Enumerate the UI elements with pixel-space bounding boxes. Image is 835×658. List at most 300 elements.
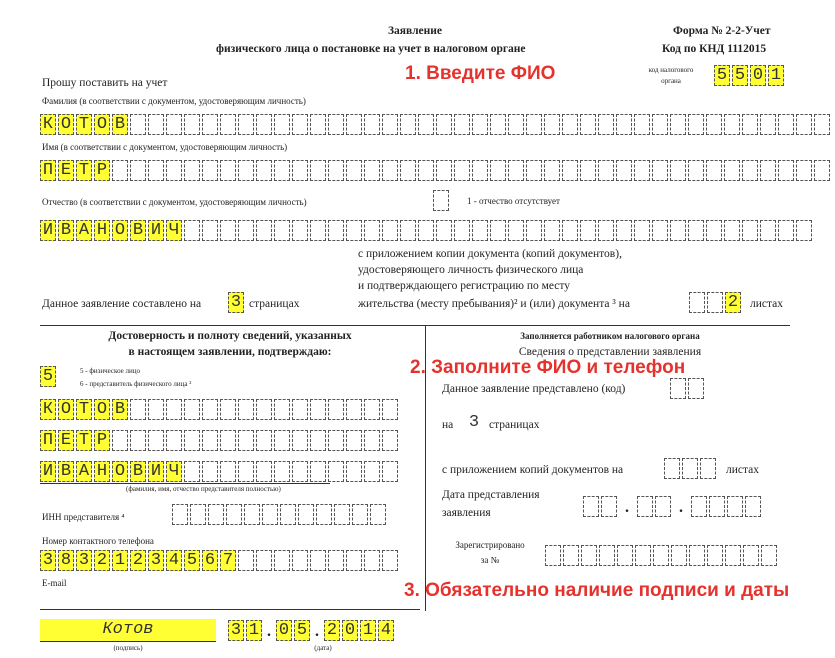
char-cell[interactable] [382,461,398,482]
char-cell[interactable] [400,220,416,241]
char-cell[interactable] [346,430,362,451]
char-cell[interactable] [490,160,506,181]
char-cell[interactable]: Р [94,430,110,451]
char-cell[interactable] [526,160,542,181]
char-cell[interactable] [472,114,488,135]
char-cell[interactable] [688,160,704,181]
char-cell[interactable] [709,496,725,517]
char-cell[interactable] [706,220,722,241]
char-cell[interactable] [184,114,200,135]
char-cell[interactable] [346,160,362,181]
char-cell[interactable]: О [112,461,128,482]
char-cell[interactable] [226,504,242,525]
char-cell[interactable]: 1 [246,620,262,641]
signer-option-6: 6 - представитель физического лица ² [80,380,192,388]
char-cell[interactable] [598,114,614,135]
attach-suffix: листах [750,298,784,310]
char-cell[interactable] [244,504,260,525]
char-cell[interactable]: 3 [76,550,92,571]
form-number: Форма № 2-2-Учет [673,25,771,37]
char-cell[interactable] [778,160,794,181]
char-cell[interactable] [310,220,326,241]
char-cell[interactable] [580,114,596,135]
char-cell[interactable]: 3 [148,550,164,571]
char-cell[interactable] [562,160,578,181]
char-cell[interactable] [148,430,164,451]
char-cell[interactable] [256,399,272,420]
char-cell[interactable] [334,504,350,525]
char-cell[interactable] [760,160,776,181]
char-cell[interactable] [689,545,705,566]
char-cell[interactable] [583,496,599,517]
char-cell[interactable] [761,545,777,566]
char-cell[interactable] [418,220,434,241]
char-cell[interactable]: 4 [378,620,394,641]
char-cell[interactable] [580,160,596,181]
char-cell[interactable] [724,160,740,181]
char-cell[interactable] [652,160,668,181]
char-cell[interactable]: В [58,220,74,241]
char-cell[interactable] [743,545,759,566]
patronymic-label: Отчество (в соответствии с документом, удостоверяющим личность) [42,197,307,207]
char-cell[interactable]: 1 [360,620,376,641]
char-cell[interactable] [220,160,236,181]
char-cell[interactable] [544,160,560,181]
char-cell[interactable] [364,430,380,451]
char-cell[interactable] [292,550,308,571]
char-cell[interactable] [382,220,398,241]
char-cell[interactable]: 7 [220,550,236,571]
registration-number-cells [545,545,777,566]
char-cell[interactable] [274,430,290,451]
on-pages-value[interactable]: 3 [468,413,480,432]
char-cell[interactable] [688,378,704,399]
date-dot: . [315,623,319,640]
char-cell[interactable] [292,114,308,135]
char-cell[interactable] [256,114,272,135]
char-cell[interactable] [598,160,614,181]
char-cell[interactable]: 3 [228,620,244,641]
char-cell[interactable] [292,430,308,451]
char-cell[interactable] [328,461,344,482]
char-cell[interactable]: И [148,461,164,482]
char-cell[interactable] [707,292,723,313]
char-cell[interactable] [454,160,470,181]
char-cell[interactable] [184,399,200,420]
char-cell[interactable] [382,550,398,571]
char-cell[interactable] [238,114,254,135]
char-cell[interactable] [310,160,326,181]
submitted-code-cells [670,378,704,399]
char-cell[interactable] [664,458,680,479]
char-cell[interactable] [706,160,722,181]
char-cell[interactable] [563,545,579,566]
char-cell[interactable] [745,496,761,517]
char-cell[interactable] [652,114,668,135]
char-cell[interactable] [700,458,716,479]
char-cell[interactable]: К [40,399,56,420]
char-cell[interactable] [691,496,707,517]
char-cell[interactable] [202,430,218,451]
char-cell[interactable]: 2 [324,620,340,641]
char-cell[interactable]: В [130,461,146,482]
char-cell[interactable] [262,504,278,525]
char-cell[interactable] [634,220,650,241]
char-cell[interactable] [328,399,344,420]
char-cell[interactable] [274,160,290,181]
char-cell[interactable] [292,399,308,420]
char-cell[interactable] [256,550,272,571]
char-cell[interactable] [382,160,398,181]
char-cell[interactable] [112,160,128,181]
inn-label: ИНН представителя ⁴ [42,512,125,522]
char-cell[interactable] [508,160,524,181]
char-cell[interactable]: Е [58,430,74,451]
char-cell[interactable]: 8 [58,550,74,571]
char-cell[interactable] [274,114,290,135]
char-cell[interactable] [310,114,326,135]
char-cell[interactable] [472,220,488,241]
char-cell[interactable] [328,220,344,241]
char-cell[interactable] [634,160,650,181]
attach-sheets-cells [689,292,741,313]
char-cell[interactable]: Р [94,160,110,181]
char-cell[interactable] [130,430,146,451]
char-cell[interactable] [328,114,344,135]
char-cell[interactable]: Т [76,399,92,420]
char-cell[interactable]: Т [76,114,92,135]
char-cell[interactable] [166,399,182,420]
registered-label-2: за № [480,555,500,565]
char-cell[interactable] [634,114,650,135]
char-cell[interactable] [130,114,146,135]
char-cell[interactable] [292,160,308,181]
char-cell[interactable]: Ч [166,461,182,482]
char-cell[interactable] [202,220,218,241]
phone-label: Номер контактного телефона [42,536,154,546]
char-cell[interactable] [256,220,272,241]
char-cell[interactable] [670,378,686,399]
char-cell[interactable]: 5 [184,550,200,571]
char-cell[interactable] [598,220,614,241]
char-cell[interactable]: О [94,114,110,135]
char-cell[interactable] [599,545,615,566]
char-cell[interactable] [796,220,812,241]
char-cell[interactable] [814,114,830,135]
annotation-1: 1. Введите ФИО [405,63,556,84]
char-cell[interactable] [364,160,380,181]
char-cell[interactable] [436,114,452,135]
char-cell[interactable] [310,550,326,571]
char-cell[interactable] [580,220,596,241]
char-cell[interactable] [778,114,794,135]
char-cell[interactable] [346,399,362,420]
char-cell[interactable] [220,220,236,241]
char-cell[interactable] [616,160,632,181]
char-cell[interactable] [581,545,597,566]
char-cell[interactable] [256,461,272,482]
char-cell[interactable] [166,430,182,451]
char-cell[interactable]: О [58,114,74,135]
char-cell[interactable] [601,496,617,517]
char-cell[interactable] [310,399,326,420]
char-cell[interactable] [617,545,633,566]
char-cell[interactable] [184,160,200,181]
char-cell[interactable] [616,220,632,241]
char-cell[interactable] [400,114,416,135]
char-cell[interactable] [346,550,362,571]
char-cell[interactable]: 2 [94,550,110,571]
char-cell[interactable]: О [94,399,110,420]
char-cell[interactable]: 0 [342,620,358,641]
attach-text-2: удостоверяющего личность физического лица [358,264,584,276]
char-cell[interactable] [112,430,128,451]
char-cell[interactable] [220,430,236,451]
char-cell[interactable] [202,160,218,181]
char-cell[interactable]: П [40,430,56,451]
char-cell[interactable] [166,114,182,135]
char-cell[interactable]: О [112,220,128,241]
char-cell[interactable] [202,461,218,482]
pages-value[interactable]: 3 [228,292,244,313]
no-patronymic-checkbox[interactable] [433,190,449,211]
char-cell[interactable] [220,399,236,420]
char-cell[interactable] [688,220,704,241]
char-cell[interactable]: 6 [202,550,218,571]
char-cell[interactable]: И [40,461,56,482]
phone-cells [40,550,398,571]
char-cell[interactable]: П [40,160,56,181]
char-cell[interactable] [635,545,651,566]
char-cell[interactable]: 3 [40,550,56,571]
char-cell[interactable] [436,160,452,181]
char-cell[interactable] [637,496,653,517]
char-cell[interactable] [418,160,434,181]
char-cell[interactable] [346,461,362,482]
char-cell[interactable] [202,114,218,135]
char-cell[interactable] [778,220,794,241]
char-cell[interactable] [562,114,578,135]
char-cell[interactable] [382,430,398,451]
char-cell[interactable]: 2 [130,550,146,571]
char-cell[interactable] [454,114,470,135]
char-cell[interactable] [688,114,704,135]
char-cell[interactable] [682,458,698,479]
char-cell[interactable] [796,114,812,135]
char-cell[interactable] [727,496,743,517]
tax-code-cells [714,65,784,86]
char-cell[interactable] [238,550,254,571]
char-cell[interactable]: Т [76,430,92,451]
char-cell[interactable] [316,504,332,525]
fio-underline [40,483,330,484]
char-cell[interactable] [172,504,188,525]
char-cell[interactable] [130,160,146,181]
char-cell[interactable]: Ч [166,220,182,241]
char-cell[interactable] [370,504,386,525]
char-cell[interactable] [400,160,416,181]
char-cell[interactable] [742,220,758,241]
char-cell[interactable] [274,399,290,420]
char-cell[interactable] [238,220,254,241]
char-cell[interactable] [274,550,290,571]
char-cell[interactable] [526,114,542,135]
date-cells [228,620,394,641]
char-cell[interactable] [544,114,560,135]
char-cell[interactable] [544,220,560,241]
char-cell[interactable]: Н [94,461,110,482]
char-cell[interactable]: А [76,461,92,482]
char-cell[interactable] [148,160,164,181]
char-cell[interactable]: Н [94,220,110,241]
char-cell[interactable] [796,160,812,181]
char-cell[interactable] [148,114,164,135]
char-cell[interactable] [670,220,686,241]
char-cell[interactable] [364,114,380,135]
char-cell[interactable] [184,220,200,241]
char-cell[interactable] [545,545,561,566]
char-cell[interactable] [724,220,740,241]
char-cell[interactable] [364,220,380,241]
char-cell[interactable] [346,220,362,241]
char-cell[interactable] [382,114,398,135]
office-heading: Заполняется работником налогового органа [520,331,700,341]
char-cell[interactable] [671,545,687,566]
char-cell[interactable]: В [112,114,128,135]
char-cell[interactable]: К [40,114,56,135]
char-cell[interactable]: 5 [732,65,748,86]
confirm-heading-2: в настоящем заявлении, подтверждаю: [128,346,332,358]
char-cell[interactable]: В [130,220,146,241]
char-cell[interactable] [670,160,686,181]
char-cell[interactable] [526,220,542,241]
char-cell[interactable] [298,504,314,525]
char-cell[interactable] [382,399,398,420]
char-cell[interactable] [238,430,254,451]
confirm-heading: Достоверность и полноту сведений, указанных [108,330,352,342]
char-cell[interactable] [706,114,722,135]
char-cell[interactable] [418,114,434,135]
char-cell[interactable] [256,430,272,451]
char-cell[interactable] [202,399,218,420]
char-cell[interactable] [652,220,668,241]
char-cell[interactable] [562,220,578,241]
char-cell[interactable]: И [148,220,164,241]
char-cell[interactable] [436,220,452,241]
inn-cells [172,504,386,525]
char-cell[interactable] [280,504,296,525]
char-cell[interactable] [346,114,362,135]
char-cell[interactable] [655,496,671,517]
section-divider [40,325,790,326]
char-cell[interactable]: 5 [714,65,730,86]
char-cell[interactable] [256,160,272,181]
char-cell[interactable]: О [58,399,74,420]
char-cell[interactable] [310,430,326,451]
char-cell[interactable]: А [76,220,92,241]
char-cell[interactable] [742,160,758,181]
char-cell[interactable] [238,461,254,482]
char-cell[interactable] [364,399,380,420]
rep-surname-cells [40,399,398,420]
pages-suffix: страницах [249,298,300,310]
attach-copies-cells [664,458,716,479]
char-cell[interactable] [166,160,182,181]
char-cell[interactable] [707,545,723,566]
char-cell[interactable] [724,114,740,135]
char-cell[interactable] [184,430,200,451]
char-cell[interactable] [328,160,344,181]
char-cell[interactable]: Т [76,160,92,181]
char-cell[interactable] [148,399,164,420]
char-cell[interactable] [653,545,669,566]
char-cell[interactable] [472,160,488,181]
char-cell[interactable]: 1 [112,550,128,571]
char-cell[interactable]: 5 [294,620,310,641]
char-cell[interactable] [616,114,632,135]
char-cell[interactable] [508,114,524,135]
char-cell[interactable]: 0 [750,65,766,86]
char-cell[interactable]: В [58,461,74,482]
char-cell[interactable] [508,220,524,241]
char-cell[interactable]: 1 [768,65,784,86]
char-cell[interactable] [328,550,344,571]
char-cell[interactable] [292,461,308,482]
char-cell[interactable]: 2 [725,292,741,313]
on-pages-suffix: страницах [489,419,540,431]
char-cell[interactable] [689,292,705,313]
char-cell[interactable]: 4 [166,550,182,571]
char-cell[interactable] [190,504,206,525]
tax-code-label-2: органа [661,77,681,85]
char-cell[interactable] [364,550,380,571]
char-cell[interactable]: Е [58,160,74,181]
char-cell[interactable] [310,461,326,482]
char-cell[interactable] [742,114,758,135]
char-cell[interactable] [274,220,290,241]
char-cell[interactable] [490,220,506,241]
char-cell[interactable] [220,461,236,482]
signature[interactable]: Котов [40,619,216,641]
char-cell[interactable] [130,399,146,420]
char-cell[interactable] [238,399,254,420]
char-cell[interactable] [364,461,380,482]
char-cell[interactable] [490,114,506,135]
char-cell[interactable] [760,114,776,135]
office-subheading: Сведения о представлении заявления [518,346,702,358]
char-cell[interactable]: И [40,220,56,241]
char-cell[interactable] [760,220,776,241]
char-cell[interactable] [208,504,224,525]
char-cell[interactable] [328,430,344,451]
char-cell[interactable] [274,461,290,482]
char-cell[interactable] [725,545,741,566]
annotation-2: 2. Заполните ФИО и телефон [410,357,686,378]
char-cell[interactable]: 0 [276,620,292,641]
char-cell[interactable] [454,220,470,241]
char-cell[interactable] [352,504,368,525]
char-cell[interactable] [220,114,236,135]
char-cell[interactable] [814,160,830,181]
signer-code[interactable]: 5 [40,366,56,387]
char-cell[interactable] [670,114,686,135]
date-submitted-cells [583,496,761,517]
char-cell[interactable] [292,220,308,241]
char-cell[interactable] [238,160,254,181]
char-cell[interactable] [184,461,200,482]
attach-copies-suffix: листах [726,464,760,476]
char-cell[interactable]: В [112,399,128,420]
